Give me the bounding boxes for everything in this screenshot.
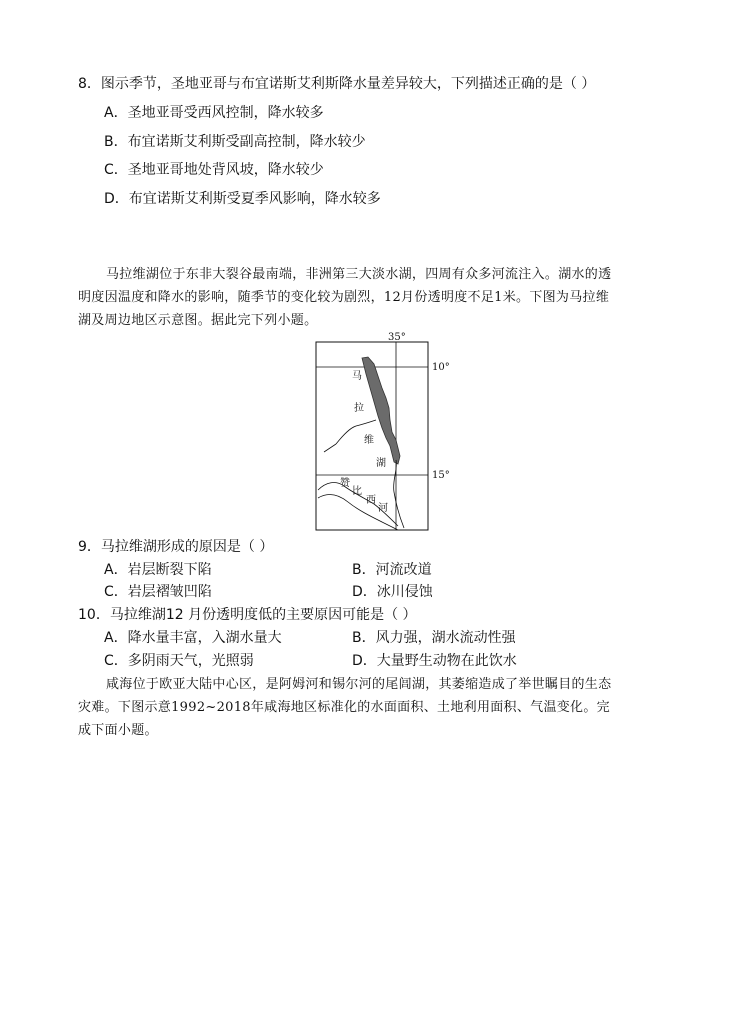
question-10-option-c: C．多阴雨天气，光照弱 bbox=[104, 653, 254, 669]
passage-2-line-3: 成下面小题。 bbox=[78, 723, 158, 738]
longitude-label: 35° bbox=[388, 332, 406, 343]
lake-malawi-map bbox=[312, 330, 462, 534]
question-10-stem: 10．马拉维湖12 月份透明度低的主要原因可能是（ ） bbox=[78, 607, 417, 623]
question-8-option-c: C．圣地亚哥地处背风坡，降水较少 bbox=[104, 162, 324, 178]
lake-label-char-4: 湖 bbox=[376, 458, 386, 469]
passage-2-line-1: 咸海位于欧亚大陆中心区，是阿姆河和锡尔河的尾闾湖，其萎缩造成了举世瞩目的生态 bbox=[106, 677, 612, 692]
question-9-option-c: C．岩层褶皱凹陷 bbox=[104, 584, 212, 600]
passage-1-line-3: 湖及周边地区示意图。据此完下列小题。 bbox=[78, 313, 318, 328]
question-9-stem: 9．马拉维湖形成的原因是（ ） bbox=[78, 539, 274, 555]
question-10-option-d: D．大量野生动物在此饮水 bbox=[352, 653, 517, 669]
passage-1-line-2: 明度因温度和降水的影响，随季节的变化较为剧烈，12月份透明度不足1米。下图为马拉维 bbox=[78, 290, 610, 305]
lake-label-char-3: 维 bbox=[364, 435, 374, 446]
lake-label-char-1: 马 bbox=[352, 371, 362, 382]
question-9-option-a: A．岩层断裂下陷 bbox=[104, 562, 212, 578]
passage-2-line-2: 灾难。下图示意1992~2018年咸海地区标准化的水面面积、土地利用面积、气温变化。完 bbox=[78, 700, 610, 715]
question-9-option-b: B．河流改道 bbox=[352, 562, 432, 578]
passage-1-line-1: 马拉维湖位于东非大裂谷最南端，非洲第三大淡水湖，四周有众多河流注入。湖水的透 bbox=[106, 267, 612, 282]
question-8-stem: 8．图示季节，圣地亚哥与布宜诺斯艾利斯降水量差异较大，下列描述正确的是（ ） bbox=[78, 76, 596, 92]
river-label-char-4: 河 bbox=[378, 503, 388, 514]
question-8-option-b: B．布宜诺斯艾利斯受副高控制，降水较少 bbox=[104, 134, 366, 150]
question-8-option-d: D．布宜诺斯艾利斯受夏季风影响，降水较多 bbox=[104, 191, 381, 207]
river-label-char-3: 西 bbox=[366, 495, 376, 506]
river-label-char-1: 赞 bbox=[340, 478, 350, 489]
question-10-option-b: B．风力强，湖水流动性强 bbox=[352, 630, 516, 646]
latitude-label-10: 10° bbox=[432, 362, 450, 373]
river-label-char-2: 比 bbox=[352, 486, 362, 497]
lake-label-char-2: 拉 bbox=[354, 403, 364, 414]
latitude-label-15: 15° bbox=[432, 470, 450, 481]
question-9-option-d: D．冰川侵蚀 bbox=[352, 584, 433, 600]
question-10-option-a: A．降水量丰富，入湖水量大 bbox=[104, 630, 282, 646]
question-8-option-a: A．圣地亚哥受西风控制，降水较多 bbox=[104, 105, 324, 121]
